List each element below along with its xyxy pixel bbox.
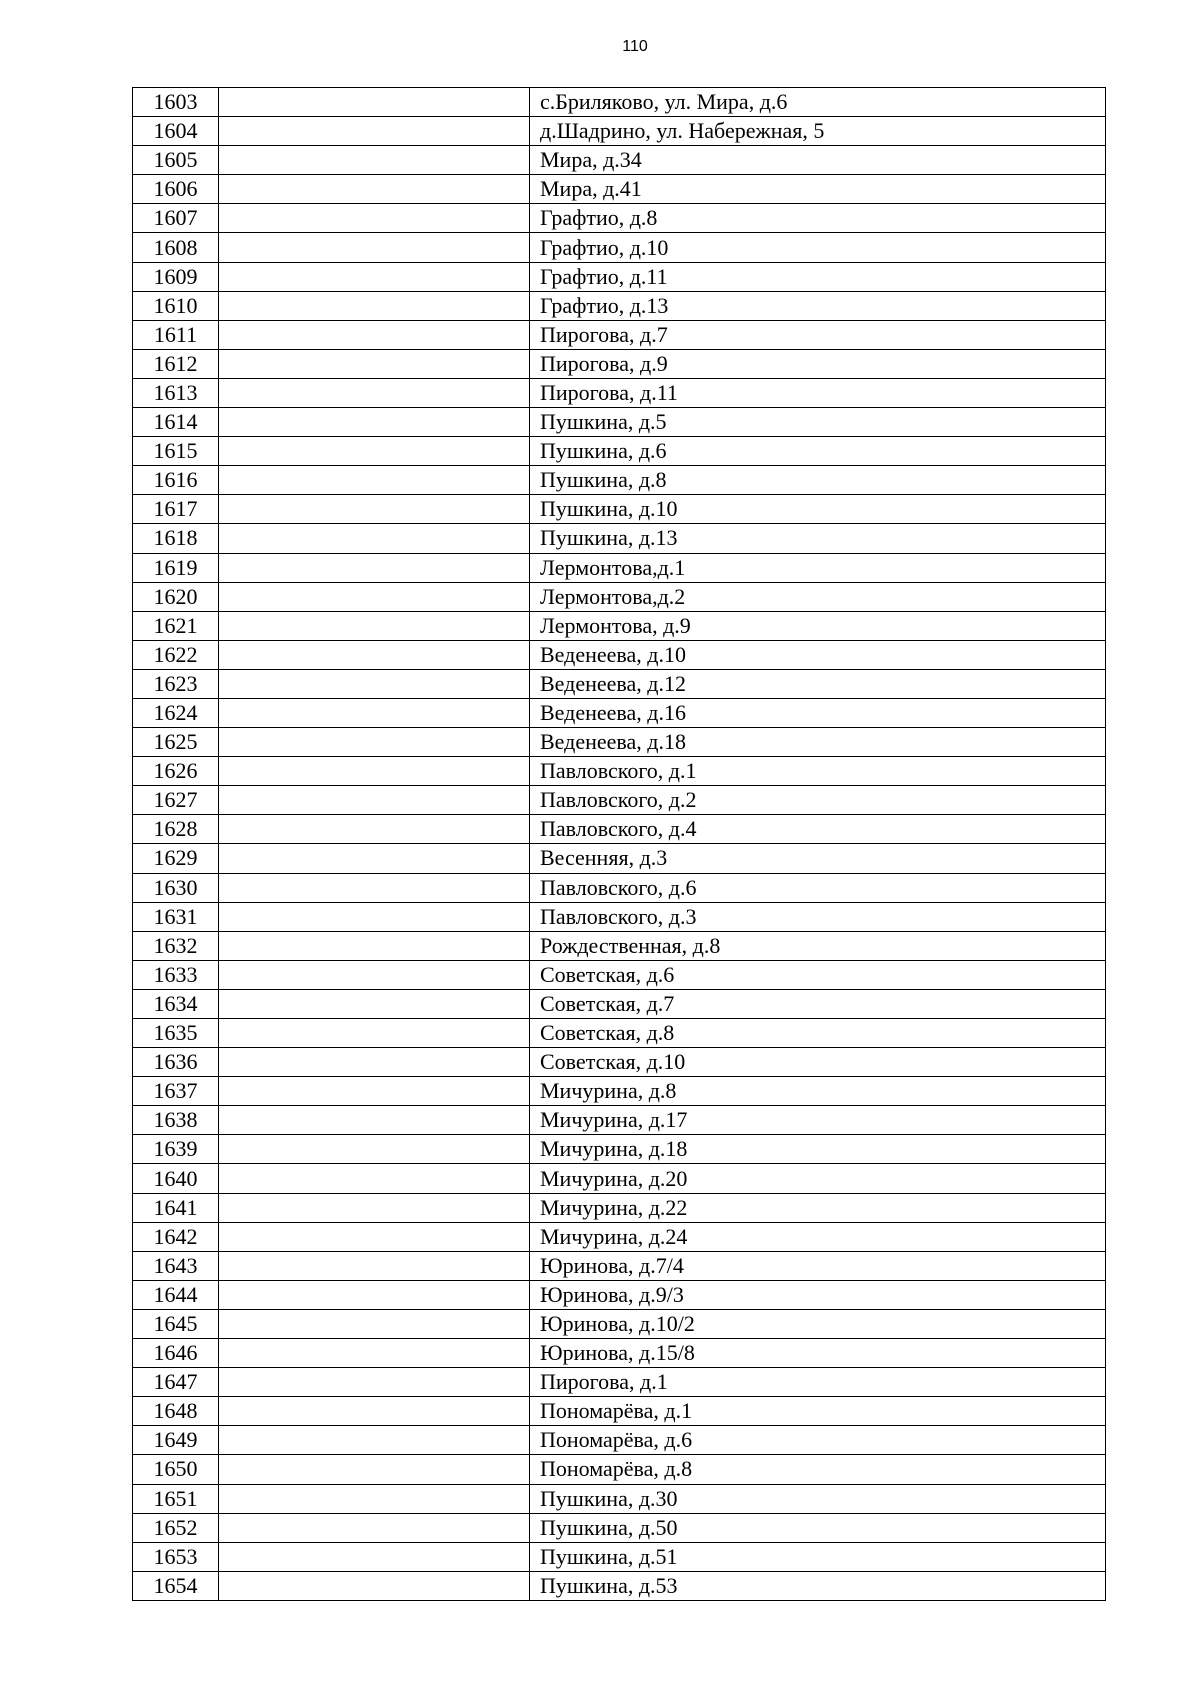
- row-number-cell: 1640: [133, 1164, 219, 1193]
- row-number-cell: 1612: [133, 349, 219, 378]
- empty-cell: [219, 902, 530, 931]
- empty-cell: [219, 291, 530, 320]
- address-cell: Советская, д.8: [530, 1019, 1106, 1048]
- row-number-cell: 1652: [133, 1513, 219, 1542]
- address-cell: Веденеева, д.12: [530, 669, 1106, 698]
- table-row: [133, 815, 1106, 844]
- row-number-cell: 1646: [133, 1339, 219, 1368]
- address-cell: Юринова, д.15/8: [530, 1339, 1106, 1368]
- row-number-cell: 1619: [133, 553, 219, 582]
- row-number-cell: 1626: [133, 757, 219, 786]
- table-row: [133, 204, 1106, 233]
- table-row: [133, 728, 1106, 757]
- address-cell: Пирогова, д.9: [530, 349, 1106, 378]
- row-number-cell: 1620: [133, 582, 219, 611]
- table-row: [133, 1339, 1106, 1368]
- table-row: [133, 466, 1106, 495]
- empty-cell: [219, 1513, 530, 1542]
- empty-cell: [219, 88, 530, 117]
- address-cell: Графтио, д.13: [530, 291, 1106, 320]
- empty-cell: [219, 873, 530, 902]
- table-row: [133, 1309, 1106, 1338]
- empty-cell: [219, 146, 530, 175]
- row-number-cell: 1634: [133, 989, 219, 1018]
- address-cell: Веденеева, д.10: [530, 640, 1106, 669]
- row-number-cell: 1627: [133, 786, 219, 815]
- address-cell: Мичурина, д.17: [530, 1106, 1106, 1135]
- address-cell: Павловского, д.3: [530, 902, 1106, 931]
- empty-cell: [219, 466, 530, 495]
- table-row: [133, 989, 1106, 1018]
- address-cell: Павловского, д.6: [530, 873, 1106, 902]
- table-row: [133, 146, 1106, 175]
- empty-cell: [219, 524, 530, 553]
- table-row: [133, 1513, 1106, 1542]
- empty-cell: [219, 1193, 530, 1222]
- table-row: [133, 553, 1106, 582]
- table-row: [133, 175, 1106, 204]
- row-number-cell: 1629: [133, 844, 219, 873]
- table-row: [133, 408, 1106, 437]
- table-row: [133, 524, 1106, 553]
- empty-cell: [219, 1164, 530, 1193]
- empty-cell: [219, 1339, 530, 1368]
- row-number-cell: 1605: [133, 146, 219, 175]
- row-number-cell: 1609: [133, 262, 219, 291]
- row-number-cell: 1647: [133, 1368, 219, 1397]
- address-cell: Лермонтова,д.2: [530, 582, 1106, 611]
- table-row: [133, 1048, 1106, 1077]
- empty-cell: [219, 1368, 530, 1397]
- page-number: 110: [622, 38, 648, 55]
- address-cell: д.Шадрино, ул. Набережная, 5: [530, 117, 1106, 146]
- address-cell: Графтио, д.11: [530, 262, 1106, 291]
- empty-cell: [219, 1309, 530, 1338]
- row-number-cell: 1623: [133, 669, 219, 698]
- table-row: [133, 582, 1106, 611]
- table-row: [133, 262, 1106, 291]
- row-number-cell: 1636: [133, 1048, 219, 1077]
- row-number-cell: 1645: [133, 1309, 219, 1338]
- empty-cell: [219, 175, 530, 204]
- address-cell: Мичурина, д.8: [530, 1077, 1106, 1106]
- empty-cell: [219, 1048, 530, 1077]
- address-cell: Пирогова, д.11: [530, 378, 1106, 407]
- address-cell: Пушкина, д.8: [530, 466, 1106, 495]
- row-number-cell: 1617: [133, 495, 219, 524]
- address-cell: Мичурина, д.20: [530, 1164, 1106, 1193]
- address-cell: Весенняя, д.3: [530, 844, 1106, 873]
- empty-cell: [219, 262, 530, 291]
- table-row: [133, 1164, 1106, 1193]
- row-number-cell: 1622: [133, 640, 219, 669]
- empty-cell: [219, 757, 530, 786]
- empty-cell: [219, 1484, 530, 1513]
- table-row: [133, 320, 1106, 349]
- table-row: [133, 1542, 1106, 1571]
- table-row: [133, 902, 1106, 931]
- empty-cell: [219, 786, 530, 815]
- address-cell: Пушкина, д.51: [530, 1542, 1106, 1571]
- table-row: [133, 640, 1106, 669]
- table-row: [133, 495, 1106, 524]
- row-number-cell: 1621: [133, 611, 219, 640]
- row-number-cell: 1631: [133, 902, 219, 931]
- address-cell: Советская, д.6: [530, 960, 1106, 989]
- empty-cell: [219, 408, 530, 437]
- row-number-cell: 1637: [133, 1077, 219, 1106]
- address-cell: Веденеева, д.16: [530, 698, 1106, 727]
- empty-cell: [219, 582, 530, 611]
- address-cell: Мира, д.41: [530, 175, 1106, 204]
- address-cell: Пушкина, д.6: [530, 437, 1106, 466]
- row-number-cell: 1615: [133, 437, 219, 466]
- row-number-cell: 1649: [133, 1426, 219, 1455]
- table-row: [133, 349, 1106, 378]
- table-row: [133, 873, 1106, 902]
- table-row: [133, 117, 1106, 146]
- table-row: [133, 960, 1106, 989]
- empty-cell: [219, 1426, 530, 1455]
- empty-cell: [219, 1019, 530, 1048]
- address-cell: Советская, д.7: [530, 989, 1106, 1018]
- address-cell: с.Бриляково, ул. Мира, д.6: [530, 88, 1106, 117]
- row-number-cell: 1632: [133, 931, 219, 960]
- address-cell: Пушкина, д.10: [530, 495, 1106, 524]
- table-row: [133, 291, 1106, 320]
- row-number-cell: 1642: [133, 1222, 219, 1251]
- table-row: [133, 669, 1106, 698]
- row-number-cell: 1607: [133, 204, 219, 233]
- empty-cell: [219, 698, 530, 727]
- row-number-cell: 1613: [133, 378, 219, 407]
- row-number-cell: 1610: [133, 291, 219, 320]
- address-cell: Пушкина, д.30: [530, 1484, 1106, 1513]
- row-number-cell: 1624: [133, 698, 219, 727]
- empty-cell: [219, 1397, 530, 1426]
- row-number-cell: 1608: [133, 233, 219, 262]
- row-number-cell: 1630: [133, 873, 219, 902]
- row-number-cell: 1618: [133, 524, 219, 553]
- table-row: [133, 1455, 1106, 1484]
- row-number-cell: 1614: [133, 408, 219, 437]
- table-body: [133, 88, 1106, 1601]
- table-row: [133, 1280, 1106, 1309]
- address-cell: Лермонтова, д.9: [530, 611, 1106, 640]
- table-row: [133, 1571, 1106, 1600]
- row-number-cell: 1616: [133, 466, 219, 495]
- table-row: [133, 757, 1106, 786]
- row-number-cell: 1641: [133, 1193, 219, 1222]
- empty-cell: [219, 1455, 530, 1484]
- table-row: [133, 1222, 1106, 1251]
- address-cell: Веденеева, д.18: [530, 728, 1106, 757]
- empty-cell: [219, 1077, 530, 1106]
- table-row: [133, 1193, 1106, 1222]
- empty-cell: [219, 960, 530, 989]
- row-number-cell: 1604: [133, 117, 219, 146]
- address-cell: Рождественная, д.8: [530, 931, 1106, 960]
- address-cell: Пирогова, д.7: [530, 320, 1106, 349]
- address-cell: Пушкина, д.53: [530, 1571, 1106, 1600]
- address-cell: Пономарёва, д.6: [530, 1426, 1106, 1455]
- empty-cell: [219, 437, 530, 466]
- table-row: [133, 378, 1106, 407]
- empty-cell: [219, 669, 530, 698]
- empty-cell: [219, 553, 530, 582]
- address-cell: Лермонтова,д.1: [530, 553, 1106, 582]
- table-row: [133, 1368, 1106, 1397]
- row-number-cell: 1653: [133, 1542, 219, 1571]
- empty-cell: [219, 1571, 530, 1600]
- table-row: [133, 233, 1106, 262]
- table-row: [133, 1251, 1106, 1280]
- empty-cell: [219, 233, 530, 262]
- empty-cell: [219, 1135, 530, 1164]
- address-cell: Мичурина, д.24: [530, 1222, 1106, 1251]
- empty-cell: [219, 117, 530, 146]
- address-cell: Пушкина, д.50: [530, 1513, 1106, 1542]
- address-cell: Павловского, д.4: [530, 815, 1106, 844]
- table-row: [133, 1019, 1106, 1048]
- table-row: [133, 1077, 1106, 1106]
- empty-cell: [219, 1222, 530, 1251]
- empty-cell: [219, 1280, 530, 1309]
- table-row: [133, 437, 1106, 466]
- row-number-cell: 1650: [133, 1455, 219, 1484]
- empty-cell: [219, 1251, 530, 1280]
- table-row: [133, 88, 1106, 117]
- row-number-cell: 1648: [133, 1397, 219, 1426]
- address-cell: Пономарёва, д.8: [530, 1455, 1106, 1484]
- address-cell: Павловского, д.1: [530, 757, 1106, 786]
- empty-cell: [219, 989, 530, 1018]
- table-row: [133, 786, 1106, 815]
- address-cell: Юринова, д.9/3: [530, 1280, 1106, 1309]
- row-number-cell: 1606: [133, 175, 219, 204]
- table-row: [133, 1106, 1106, 1135]
- address-cell: Мичурина, д.22: [530, 1193, 1106, 1222]
- empty-cell: [219, 640, 530, 669]
- address-cell: Пушкина, д.5: [530, 408, 1106, 437]
- address-cell: Мира, д.34: [530, 146, 1106, 175]
- empty-cell: [219, 204, 530, 233]
- address-table: [132, 87, 1106, 1601]
- empty-cell: [219, 931, 530, 960]
- table-row: [133, 1397, 1106, 1426]
- row-number-cell: 1638: [133, 1106, 219, 1135]
- table-row: [133, 698, 1106, 727]
- table-row: [133, 1484, 1106, 1513]
- row-number-cell: 1628: [133, 815, 219, 844]
- row-number-cell: 1643: [133, 1251, 219, 1280]
- address-cell: Юринова, д.10/2: [530, 1309, 1106, 1338]
- row-number-cell: 1651: [133, 1484, 219, 1513]
- address-cell: Павловского, д.2: [530, 786, 1106, 815]
- row-number-cell: 1603: [133, 88, 219, 117]
- table-row: [133, 1426, 1106, 1455]
- empty-cell: [219, 844, 530, 873]
- table-row: [133, 1135, 1106, 1164]
- row-number-cell: 1644: [133, 1280, 219, 1309]
- empty-cell: [219, 378, 530, 407]
- row-number-cell: 1611: [133, 320, 219, 349]
- address-cell: Пушкина, д.13: [530, 524, 1106, 553]
- table-row: [133, 931, 1106, 960]
- row-number-cell: 1633: [133, 960, 219, 989]
- address-cell: Мичурина, д.18: [530, 1135, 1106, 1164]
- table-row: [133, 844, 1106, 873]
- row-number-cell: 1639: [133, 1135, 219, 1164]
- address-cell: Пономарёва, д.1: [530, 1397, 1106, 1426]
- address-cell: Графтио, д.10: [530, 233, 1106, 262]
- empty-cell: [219, 495, 530, 524]
- table-row: [133, 611, 1106, 640]
- empty-cell: [219, 611, 530, 640]
- address-cell: Графтио, д.8: [530, 204, 1106, 233]
- empty-cell: [219, 1106, 530, 1135]
- row-number-cell: 1635: [133, 1019, 219, 1048]
- address-cell: Советская, д.10: [530, 1048, 1106, 1077]
- address-cell: Юринова, д.7/4: [530, 1251, 1106, 1280]
- empty-cell: [219, 349, 530, 378]
- empty-cell: [219, 815, 530, 844]
- address-table-container: [132, 87, 1106, 1601]
- empty-cell: [219, 728, 530, 757]
- empty-cell: [219, 1542, 530, 1571]
- address-cell: Пирогова, д.1: [530, 1368, 1106, 1397]
- row-number-cell: 1654: [133, 1571, 219, 1600]
- row-number-cell: 1625: [133, 728, 219, 757]
- empty-cell: [219, 320, 530, 349]
